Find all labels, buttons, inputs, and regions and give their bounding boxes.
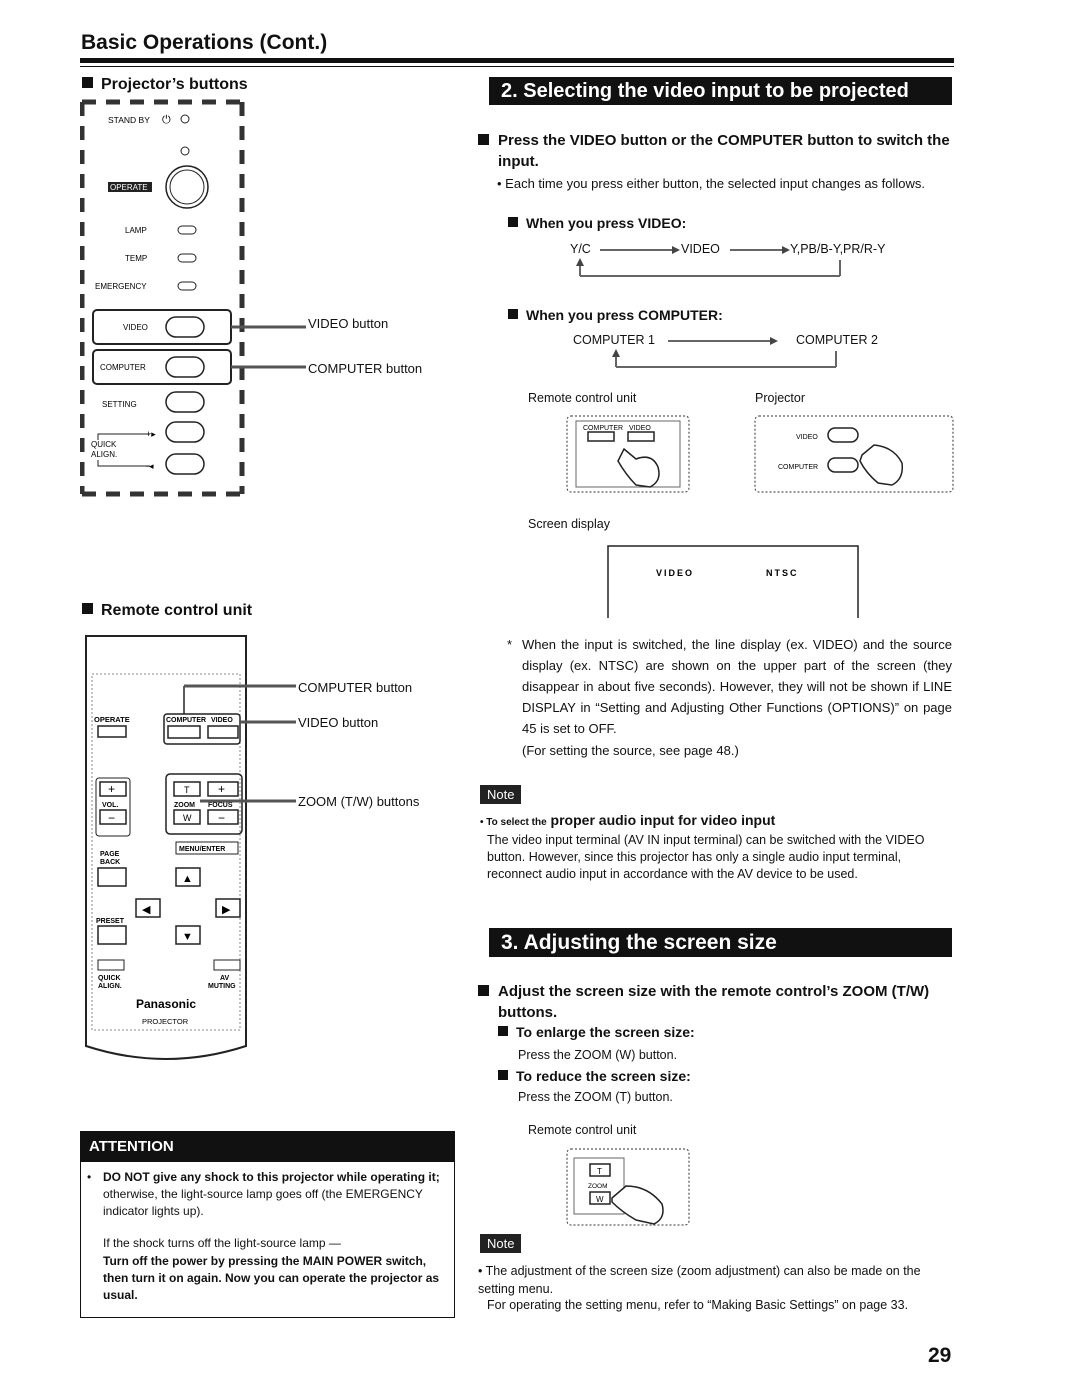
svg-text:AV: AV	[220, 975, 230, 982]
flow-yc: Y/C	[570, 242, 591, 256]
proj-computer-button	[166, 357, 204, 377]
svg-text:VIDEO: VIDEO	[656, 568, 695, 578]
projector-panel-illustration	[80, 98, 440, 498]
svg-text:COMPUTER: COMPUTER	[583, 425, 624, 432]
svg-text:ALIGN.: ALIGN.	[91, 450, 118, 459]
proj-video-button	[166, 317, 204, 337]
section3-title: 3. Adjusting the screen size	[489, 928, 952, 957]
svg-text:COMPUTER: COMPUTER	[778, 464, 819, 471]
hand-icon	[860, 445, 902, 485]
header-rule-thin	[80, 66, 954, 67]
attention-box	[80, 1131, 455, 1318]
callout-computer-button: COMPUTER button	[308, 361, 423, 376]
temp-indicator	[178, 254, 196, 262]
setting-button	[166, 392, 204, 412]
svg-text:QUICK: QUICK	[91, 440, 117, 449]
remote-video-button	[208, 726, 238, 738]
quick-align-minus-button	[166, 454, 204, 474]
remote-computer-button	[168, 726, 200, 738]
when-computer-heading: When you press COMPUTER:	[508, 307, 723, 323]
enlarge-heading: To enlarge the screen size:	[498, 1024, 695, 1040]
emergency-indicator	[178, 282, 196, 290]
reduce-heading: To reduce the screen size:	[498, 1068, 691, 1084]
projector-label: Projector	[755, 391, 806, 405]
screen-display-illustration	[606, 544, 862, 618]
svg-text:MUTING: MUTING	[208, 983, 236, 990]
svg-text:PAGE: PAGE	[100, 851, 120, 858]
remote-control-illustration	[80, 634, 440, 1074]
remote-hand-illustration	[566, 415, 694, 495]
bullet-square-icon	[508, 309, 518, 319]
screen-display-label: Screen display	[528, 517, 610, 531]
page-title: Basic Operations (Cont.)	[81, 31, 328, 54]
bullet-square-icon	[478, 134, 489, 145]
lamp-indicator	[178, 226, 196, 234]
operate-label: OPERATE	[110, 183, 148, 192]
svg-text:-◂: -◂	[146, 461, 154, 471]
svg-text:▲: ▲	[182, 873, 193, 885]
flow-video: VIDEO	[681, 242, 720, 256]
flow-computer1: COMPUTER 1	[573, 333, 655, 347]
svg-text:LAMP: LAMP	[125, 226, 147, 235]
footnote-asterisk: *	[507, 637, 513, 652]
bullet-square-icon	[498, 1070, 508, 1080]
hand-icon	[612, 1186, 663, 1224]
standby-label: STAND BY	[108, 115, 150, 125]
callout-video-button: VIDEO button	[308, 316, 389, 331]
remote-unit-label: Remote control unit	[528, 391, 637, 405]
projector-buttons-heading: Projector’s buttons	[82, 76, 248, 94]
flow-ypbpr: Y,PB/B-Y,PR/R-Y	[790, 242, 886, 256]
section2-title: 2. Selecting the video input to be projected	[489, 77, 952, 105]
power-icon: ⏻	[162, 114, 171, 126]
svg-text:NTSC: NTSC	[766, 568, 799, 578]
section2-footnote-source: (For setting the source, see page 48.)	[522, 743, 739, 758]
svg-text:ZOOM: ZOOM	[174, 802, 195, 809]
svg-text:VIDEO: VIDEO	[211, 717, 233, 724]
brand-logo: Panasonic	[136, 997, 197, 1011]
callout-remote-computer: COMPUTER button	[298, 680, 413, 695]
svg-text:VOL.: VOL.	[102, 802, 119, 809]
when-video-heading: When you press VIDEO:	[508, 215, 686, 231]
bullet-square-icon	[82, 77, 93, 88]
svg-text:COMPUTER: COMPUTER	[100, 363, 146, 372]
section2-footnote: When the input is switched, the line display (ex. VIDEO) and the source display (ex. NTSC) are shown on the upper part of the screen (they disappear in about five seconds). However, they will not be shown if LINE DISPLAY in “Setting and Adjusting Other Functions (OPTIONS)” on page 45 is set to OFF.	[522, 637, 952, 736]
flow-computer2: COMPUTER 2	[796, 333, 878, 347]
quick-align-plus-button	[166, 422, 204, 442]
header-rule	[80, 58, 954, 63]
svg-text:MENU/ENTER: MENU/ENTER	[179, 846, 226, 853]
attention-bold-paragraph: Turn off the power by pressing the MAIN POWER switch, then turn it on again. Now you can operate the projector as usual.	[103, 1254, 440, 1302]
video-flow-arrows	[570, 244, 870, 286]
svg-text:T: T	[597, 1167, 602, 1176]
svg-text:−: −	[218, 811, 226, 825]
note-badge: Note	[480, 785, 521, 804]
projector-hand-illustration	[754, 415, 956, 495]
callout-remote-video: VIDEO button	[298, 715, 379, 730]
svg-text:+: +	[218, 782, 226, 796]
svg-text:COMPUTER: COMPUTER	[166, 717, 207, 724]
svg-text:▼: ▼	[182, 931, 193, 943]
svg-text:W: W	[596, 1195, 604, 1204]
enlarge-text: Press the ZOOM (W) button.	[518, 1048, 678, 1062]
svg-text:FOCUS: FOCUS	[208, 802, 233, 809]
callout-remote-zoom: ZOOM (T/W) buttons	[298, 794, 420, 809]
svg-text:+▸: +▸	[146, 429, 156, 439]
operate-button	[166, 166, 208, 208]
remote-control-heading: Remote control unit	[82, 602, 252, 620]
bullet-square-icon	[508, 217, 518, 227]
section2-press-heading: Press the VIDEO button or the COMPUTER button to switch the input.	[478, 130, 953, 172]
svg-text:BACK: BACK	[100, 859, 121, 866]
svg-text:VIDEO: VIDEO	[629, 425, 651, 432]
reduce-text: Press the ZOOM (T) button.	[518, 1090, 673, 1104]
svg-text:◀: ◀	[142, 904, 151, 916]
note-audio-body: The video input terminal (AV IN input terminal) can be switched with the VIDEO button. However, since this projector has only a single audio input terminal, reconnect audio input in accordance with the AV device to be used.	[487, 833, 925, 881]
section3-heading: Adjust the screen size with the remote control’s ZOOM (T/W) buttons.	[478, 981, 956, 1023]
remote-operate-button	[98, 726, 126, 737]
svg-text:T: T	[184, 785, 190, 795]
attention-shock-text: If the shock turns off the light-source lamp —	[103, 1236, 341, 1250]
zoom-remote-illustration	[566, 1148, 692, 1228]
svg-text:OPERATE: OPERATE	[94, 715, 130, 724]
section2-each-time: • Each time you press either button, the selected input changes as follows.	[497, 176, 926, 191]
bullet-square-icon	[82, 603, 93, 614]
svg-text:PROJECTOR: PROJECTOR	[142, 1017, 189, 1026]
page-number: 29	[928, 1344, 952, 1367]
svg-text:PRESET: PRESET	[96, 918, 125, 925]
svg-text:VIDEO: VIDEO	[796, 434, 818, 441]
bullet-square-icon	[498, 1026, 508, 1036]
bullet-square-icon	[478, 985, 489, 996]
svg-text:VIDEO: VIDEO	[123, 323, 148, 332]
hand-icon	[618, 449, 659, 487]
svg-text:QUICK: QUICK	[98, 975, 121, 982]
section3-note-text: • The adjustment of the screen size (zoom adjustment) can also be made on the setting menu.	[478, 1264, 921, 1296]
svg-text:TEMP: TEMP	[125, 254, 148, 263]
section3-remote-label: Remote control unit	[528, 1123, 637, 1137]
svg-text:SETTING: SETTING	[102, 400, 137, 409]
attention-bullet: • DO NOT give any shock to this projector while operating it; otherwise, the light-source lamp goes off (the EMERGENCY indicator lights up).	[87, 1170, 440, 1218]
svg-text:+: +	[108, 782, 116, 796]
section3-note-ref: For operating the setting menu, refer to “Making Basic Settings” on page 33.	[487, 1298, 909, 1312]
note-audio-title: • To select the proper audio input for video input	[480, 812, 776, 828]
attention-title: ATTENTION	[81, 1132, 454, 1162]
note-badge-2: Note	[480, 1234, 521, 1253]
svg-text:−: −	[108, 811, 116, 825]
computer-flow-arrows	[600, 335, 850, 375]
svg-text:ZOOM: ZOOM	[588, 1183, 608, 1190]
video-button-highlight	[93, 310, 231, 344]
svg-text:ALIGN.: ALIGN.	[98, 983, 122, 990]
svg-text:W: W	[183, 813, 192, 823]
svg-text:▶: ▶	[222, 904, 231, 916]
svg-text:EMERGENCY: EMERGENCY	[95, 282, 147, 291]
